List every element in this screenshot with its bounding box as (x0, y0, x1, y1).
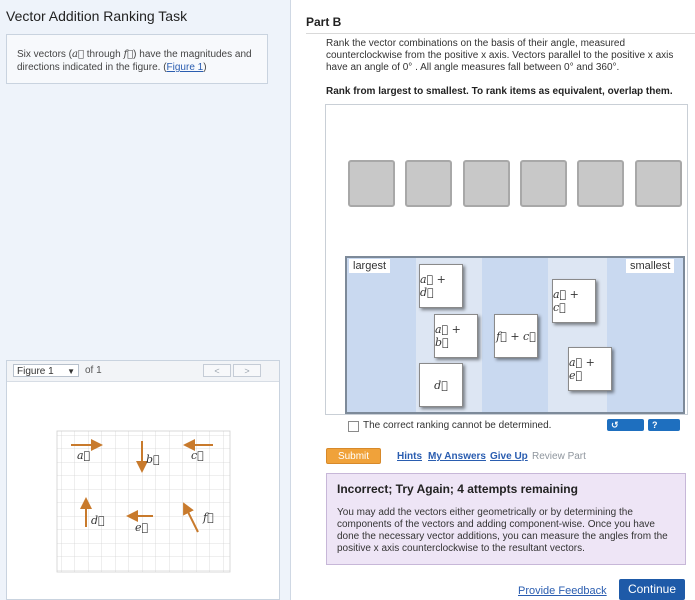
reset-button[interactable]: ↺ reset (607, 419, 644, 431)
answer-slot[interactable] (635, 160, 682, 207)
vector-f-symbol: f⃗ (123, 49, 134, 60)
rank-instruction: Rank from largest to smallest. To rank items as equivalent, overlap them. (326, 86, 673, 97)
answer-slot[interactable] (463, 160, 510, 207)
prev-figure-button[interactable]: < (203, 364, 231, 377)
largest-label: largest (349, 259, 390, 273)
figure-1-link[interactable]: Figure 1 (166, 62, 204, 73)
continue-button[interactable]: Continue (619, 579, 685, 600)
feedback-body: You may add the vectors either geometrically or by determining the components of the vectors and adding component-wise. Once you have done the necessary vector additions, you can measure the angles from the positive x axis counterclockwise to the resultant vectors. (337, 507, 668, 554)
chevron-down-icon: ▼ (67, 367, 75, 376)
vector-c-label: c⃗ (191, 449, 204, 462)
figure-select[interactable]: Figure 1 ▼ (13, 364, 79, 377)
figure-count: of 1 (85, 365, 102, 376)
smallest-label: smallest (626, 259, 674, 273)
provide-feedback-link[interactable]: Provide Feedback (518, 585, 607, 597)
my-answers-link[interactable]: My Answers (428, 451, 486, 462)
next-figure-button[interactable]: > (233, 364, 261, 377)
hints-link[interactable]: Hints (397, 451, 422, 462)
answer-slot[interactable] (520, 160, 567, 207)
vector-b-label: b⃗ (146, 453, 160, 466)
figure-panel-header (7, 361, 279, 382)
rank-tile-a-plus-d[interactable]: a⃗ + d⃗ (419, 264, 463, 308)
rank-tile-a-plus-e[interactable]: a⃗ + e⃗ (568, 347, 612, 391)
rank-tile-d[interactable]: d⃗ (419, 363, 463, 407)
intro-box (6, 34, 268, 84)
rank-tile-a-plus-b[interactable]: a⃗ + b⃗ (434, 314, 478, 358)
give-up-link[interactable]: Give Up (490, 451, 528, 462)
intro-text: Six vectors (a⃗ through f⃗) have the magnitudes and directions indicated in the figure. (Figure 1) (17, 49, 252, 73)
part-divider (306, 33, 695, 34)
vector-figure (7, 381, 279, 599)
submit-button[interactable]: Submit (326, 448, 381, 464)
page-title: Vector Addition Ranking Task (6, 8, 188, 24)
help-button[interactable]: ? help (648, 419, 680, 431)
part-instructions: Rank the vector combinations on the basis of their angle, measured counterclockwise from the positive x axis. Vectors parallel to the positive x axis have an angle of 0° . All angle measures fall between 0° and 360°. (326, 38, 674, 73)
cannot-determine-checkbox[interactable] (348, 421, 359, 432)
vector-f-label: f⃗ (203, 511, 214, 524)
figure-panel (6, 360, 280, 600)
rank-tile-f-plus-c[interactable]: f⃗ + c⃗ (494, 314, 538, 358)
vector-a-label: a⃗ (77, 449, 91, 462)
review-part-link[interactable]: Review Part (532, 451, 586, 462)
vector-a-symbol: a⃗ (72, 49, 84, 60)
rank-tile-a-plus-c[interactable]: a⃗ + c⃗ (552, 279, 596, 323)
vector-d-label: d⃗ (91, 514, 105, 527)
vector-e-label: e⃗ (135, 521, 149, 534)
answer-slot[interactable] (348, 160, 395, 207)
part-title: Part B (306, 15, 342, 29)
cannot-determine-label: The correct ranking cannot be determined. (363, 420, 552, 431)
feedback-title: Incorrect; Try Again; 4 attempts remaining (337, 482, 578, 496)
answer-slot[interactable] (577, 160, 624, 207)
answer-slot[interactable] (405, 160, 452, 207)
